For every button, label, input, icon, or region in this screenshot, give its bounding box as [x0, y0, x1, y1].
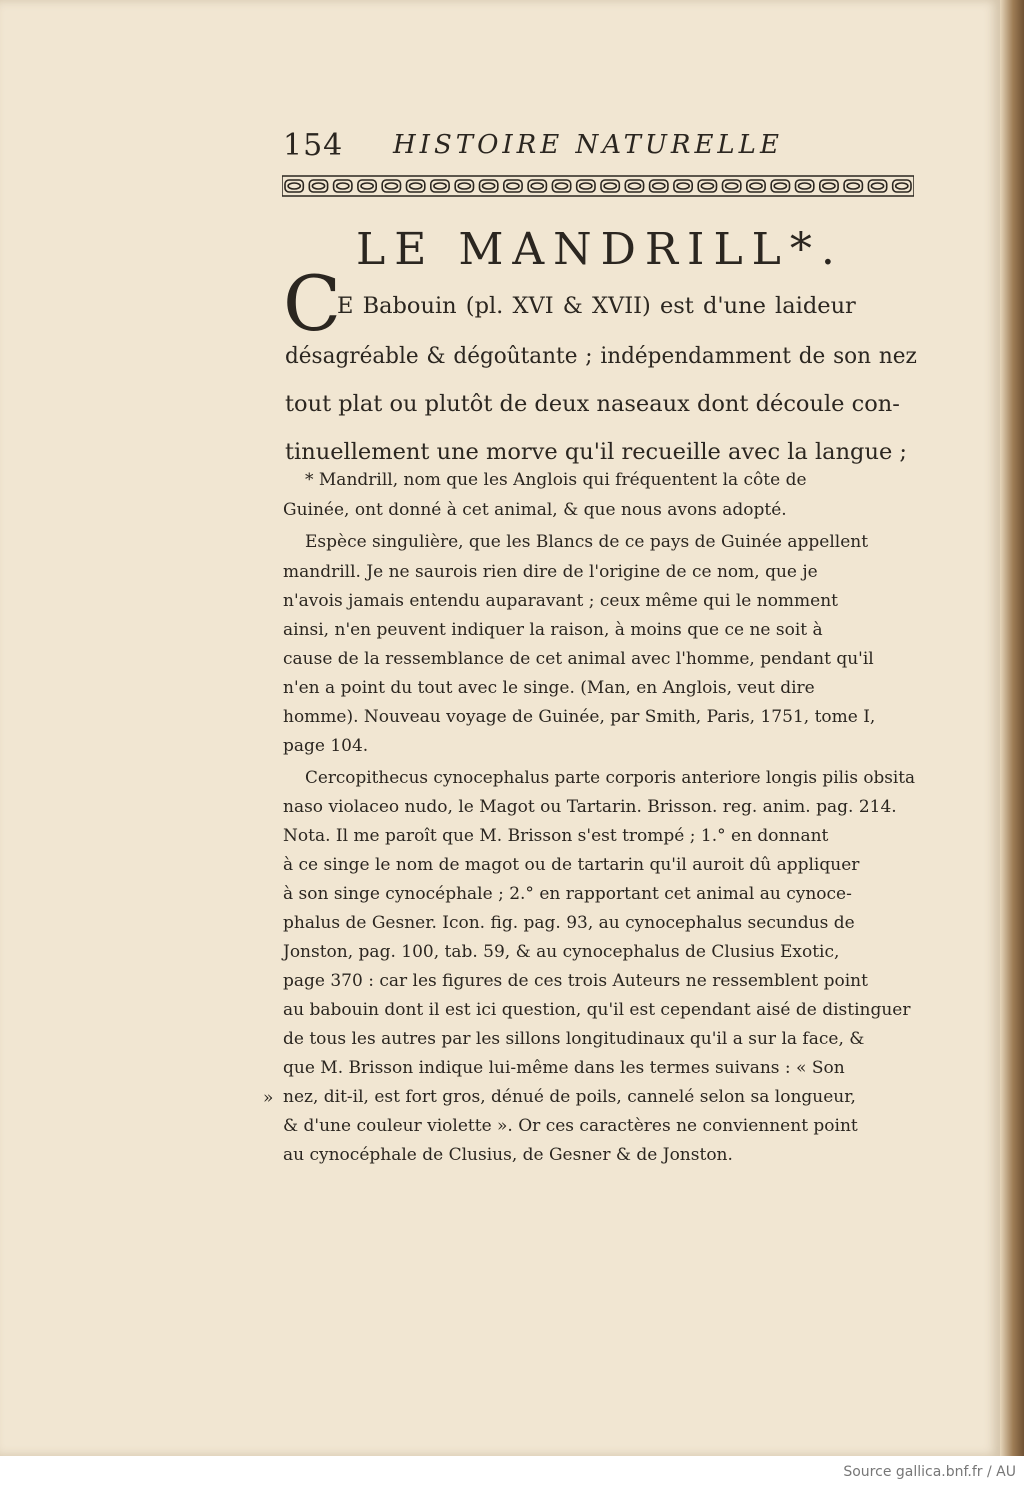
body-line: désagréable & dégoûtante ; indépendamment de son nez	[285, 343, 917, 369]
source-credit: Source gallica.bnf.fr / AU	[843, 1464, 1016, 1480]
footnote-line: n'en a point du tout avec le singe. (Man, en Anglois, veut dire	[283, 678, 815, 698]
chapter-title: LE MANDRILL*.	[356, 224, 844, 275]
footnote-line: & d'une couleur violette ». Or ces caractères ne conviennent point	[283, 1116, 858, 1136]
footnote-line: au cynocéphale de Clusius, de Gesner & de Jonston.	[283, 1145, 733, 1165]
page-header	[283, 126, 923, 166]
body-line: E Babouin (pl. XVI & XVII) est d'une laideur	[337, 293, 856, 319]
footnote-line: Espèce singulière, que les Blancs de ce pays de Guinée appellent	[305, 532, 869, 552]
footnote-line: ainsi, n'en peuvent indiquer la raison, à moins que ce ne soit à	[283, 620, 823, 640]
body-line: tinuellement une morve qu'il recueille avec la langue ;	[285, 439, 908, 465]
footnote-line: Guinée, ont donné à cet animal, & que nous avons adopté.	[283, 500, 787, 520]
footnote-line: page 370 : car les figures de ces trois Auteurs ne ressemblent point	[283, 971, 868, 991]
footnote-line: homme). Nouveau voyage de Guinée, par Smith, Paris, 1751, tome I,	[283, 707, 876, 727]
footnote-line: que M. Brisson indique lui-même dans les termes suivans : « Son	[283, 1058, 845, 1078]
decorative-band-icon	[282, 174, 914, 198]
footnote-line: page 104.	[283, 736, 369, 756]
footnote-line: Nota. Il me paroît que M. Brisson s'est trompé ; 1.° en donnant	[283, 826, 829, 846]
footnote-line: nez, dit-il, est fort gros, dénué de poils, cannelé selon sa longueur,	[283, 1087, 856, 1107]
footnote-line: de tous les autres par les sillons longitudinaux qu'il a sur la face, &	[283, 1029, 865, 1049]
footnote-line: cause de la ressemblance de cet animal avec l'homme, pendant qu'il	[283, 649, 874, 669]
quotation-margin-mark: »	[263, 1088, 274, 1108]
footnote-line: à son singe cynocéphale ; 2.° en rapportant cet animal au cynoce-	[283, 884, 852, 904]
page-number: 154	[283, 128, 344, 163]
footnote-line: Cercopithecus cynocephalus parte corporis anteriore longis pilis obsita	[305, 768, 916, 788]
footnote-line: n'avois jamais entendu auparavant ; ceux même qui le nomment	[283, 591, 839, 611]
drop-cap: C	[283, 259, 342, 348]
running-head: HISTOIRE NATURELLE	[393, 130, 783, 160]
footnote-line: à ce singe le nom de magot ou de tartarin qu'il auroit dû appliquer	[283, 855, 860, 875]
footnote-line: * Mandrill, nom que les Anglois qui fréquentent la côte de	[305, 470, 807, 490]
footnote-line: phalus de Gesner. Icon. fig. pag. 93, au cynocephalus secundus de	[283, 913, 855, 933]
page-edge	[1000, 0, 1024, 1456]
footnote-line: Jonston, pag. 100, tab. 59, & au cynocephalus de Clusius Exotic,	[283, 942, 840, 962]
body-line: tout plat ou plutôt de deux naseaux dont découle con-	[285, 391, 900, 417]
footnote-line: naso violaceo nudo, le Magot ou Tartarin. Brisson. reg. anim. pag. 214.	[283, 797, 897, 817]
footnote-line: au babouin dont il est ici question, qu'il est cependant aisé de distinguer	[283, 1000, 911, 1020]
footnote-line: mandrill. Je ne saurois rien dire de l'origine de ce nom, que je	[283, 562, 818, 582]
